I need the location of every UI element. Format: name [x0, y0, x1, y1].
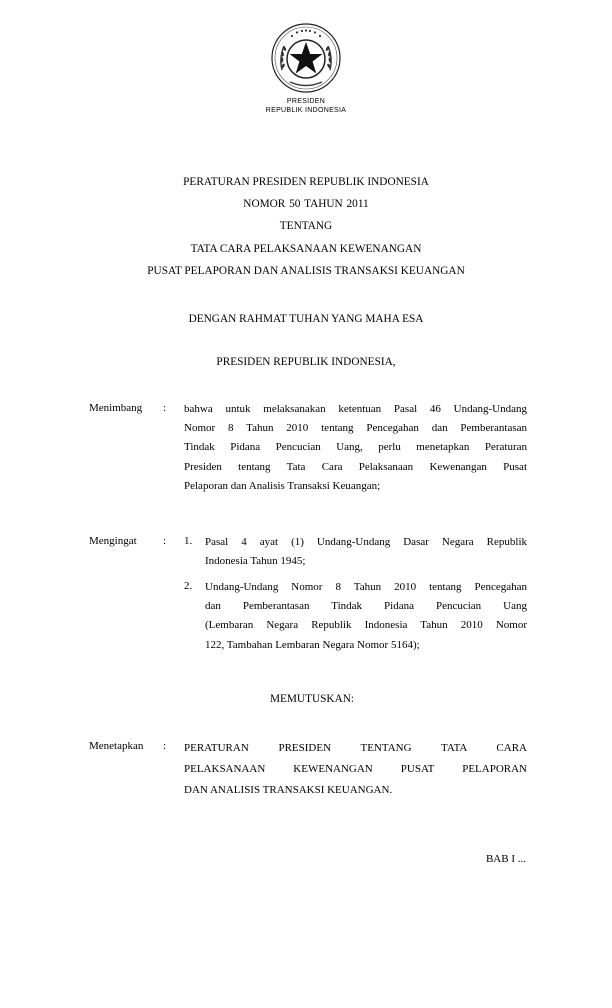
garuda-star-emblem-icon	[270, 22, 342, 94]
menimbang-paragraph	[184, 400, 527, 496]
emblem-caption-presiden: PRESIDEN	[286, 98, 326, 105]
mengingat-item-1	[205, 533, 527, 571]
menetapkan-colon: :	[163, 740, 167, 752]
menetapkan-line: PELAKSANAAN KEWENANGAN PUSAT PELAPORAN	[184, 763, 527, 775]
mengingat-item-number: 1.	[184, 535, 193, 547]
mengingat-item-line: Pasal 4 ayat (1) Undang-Undang Dasar Negara Republik	[205, 536, 527, 548]
next-page-marker: BAB I ...	[485, 853, 526, 865]
menimbang-line: bahwa untuk melaksanakan ketentuan Pasal 46 Undang-Undang	[184, 403, 527, 415]
menetapkan-label: Menetapkan	[89, 740, 144, 752]
emblem-caption-republik: REPUBLIK INDONESIA	[265, 107, 347, 114]
menetapkan-line: DAN ANALISIS TRANSAKSI KEUANGAN.	[184, 784, 393, 796]
mengingat-item-line: Undang-Undang Nomor 8 Tahun 2010 tentang Pencegahan	[205, 581, 527, 593]
menimbang-line: Nomor 8 Tahun 2010 tentang Pencegahan dan Pemberantasan	[184, 422, 527, 435]
menetapkan-line: PERATURAN PRESIDEN TENTANG TATA CARA	[184, 742, 527, 754]
memutuskan-heading: MEMUTUSKAN:	[269, 693, 355, 705]
title-regulation: PERATURAN PRESIDEN REPUBLIK INDONESIA	[183, 176, 429, 188]
mengingat-label: Mengingat	[89, 535, 137, 547]
invocation: DENGAN RAHMAT TUHAN YANG MAHA ESA	[188, 313, 424, 325]
menimbang-line: Pelaporan dan Analisis Transaksi Keuangan;	[184, 479, 381, 492]
mengingat-item-line: 122, Tambahan Lembaran Negara Nomor 5164);	[205, 638, 420, 651]
menetapkan-paragraph	[184, 738, 527, 801]
mengingat-item-line: Indonesia Tahun 1945;	[205, 555, 306, 568]
president-heading: PRESIDEN REPUBLIK INDONESIA,	[216, 356, 396, 368]
mengingat-item-line: (Lembaran Negara Republik Indonesia Tahun 2010 Nomor	[205, 619, 527, 632]
title-about: TENTANG	[279, 220, 333, 232]
title-subject-line1: TATA CARA PELAKSANAAN KEWENANGAN	[190, 243, 422, 255]
menimbang-line: Tindak Pidana Pencucian Uang, perlu menetapkan Peraturan	[184, 441, 527, 454]
menimbang-label: Menimbang	[89, 402, 143, 414]
mengingat-colon: :	[163, 535, 167, 547]
menimbang-colon: :	[163, 402, 167, 414]
mengingat-item-number: 2.	[184, 580, 193, 592]
menimbang-line: Presiden tentang Tata Cara Pelaksanaan Kewenangan Pusat	[184, 460, 527, 473]
mengingat-item-line: dan Pemberantasan Tindak Pidana Pencucian Uang	[205, 600, 527, 613]
title-number: NOMOR 50 TAHUN 2011	[243, 198, 369, 210]
mengingat-item-2	[205, 578, 527, 655]
title-subject-line2: PUSAT PELAPORAN DAN ANALISIS TRANSAKSI KEUANGAN	[147, 265, 465, 277]
